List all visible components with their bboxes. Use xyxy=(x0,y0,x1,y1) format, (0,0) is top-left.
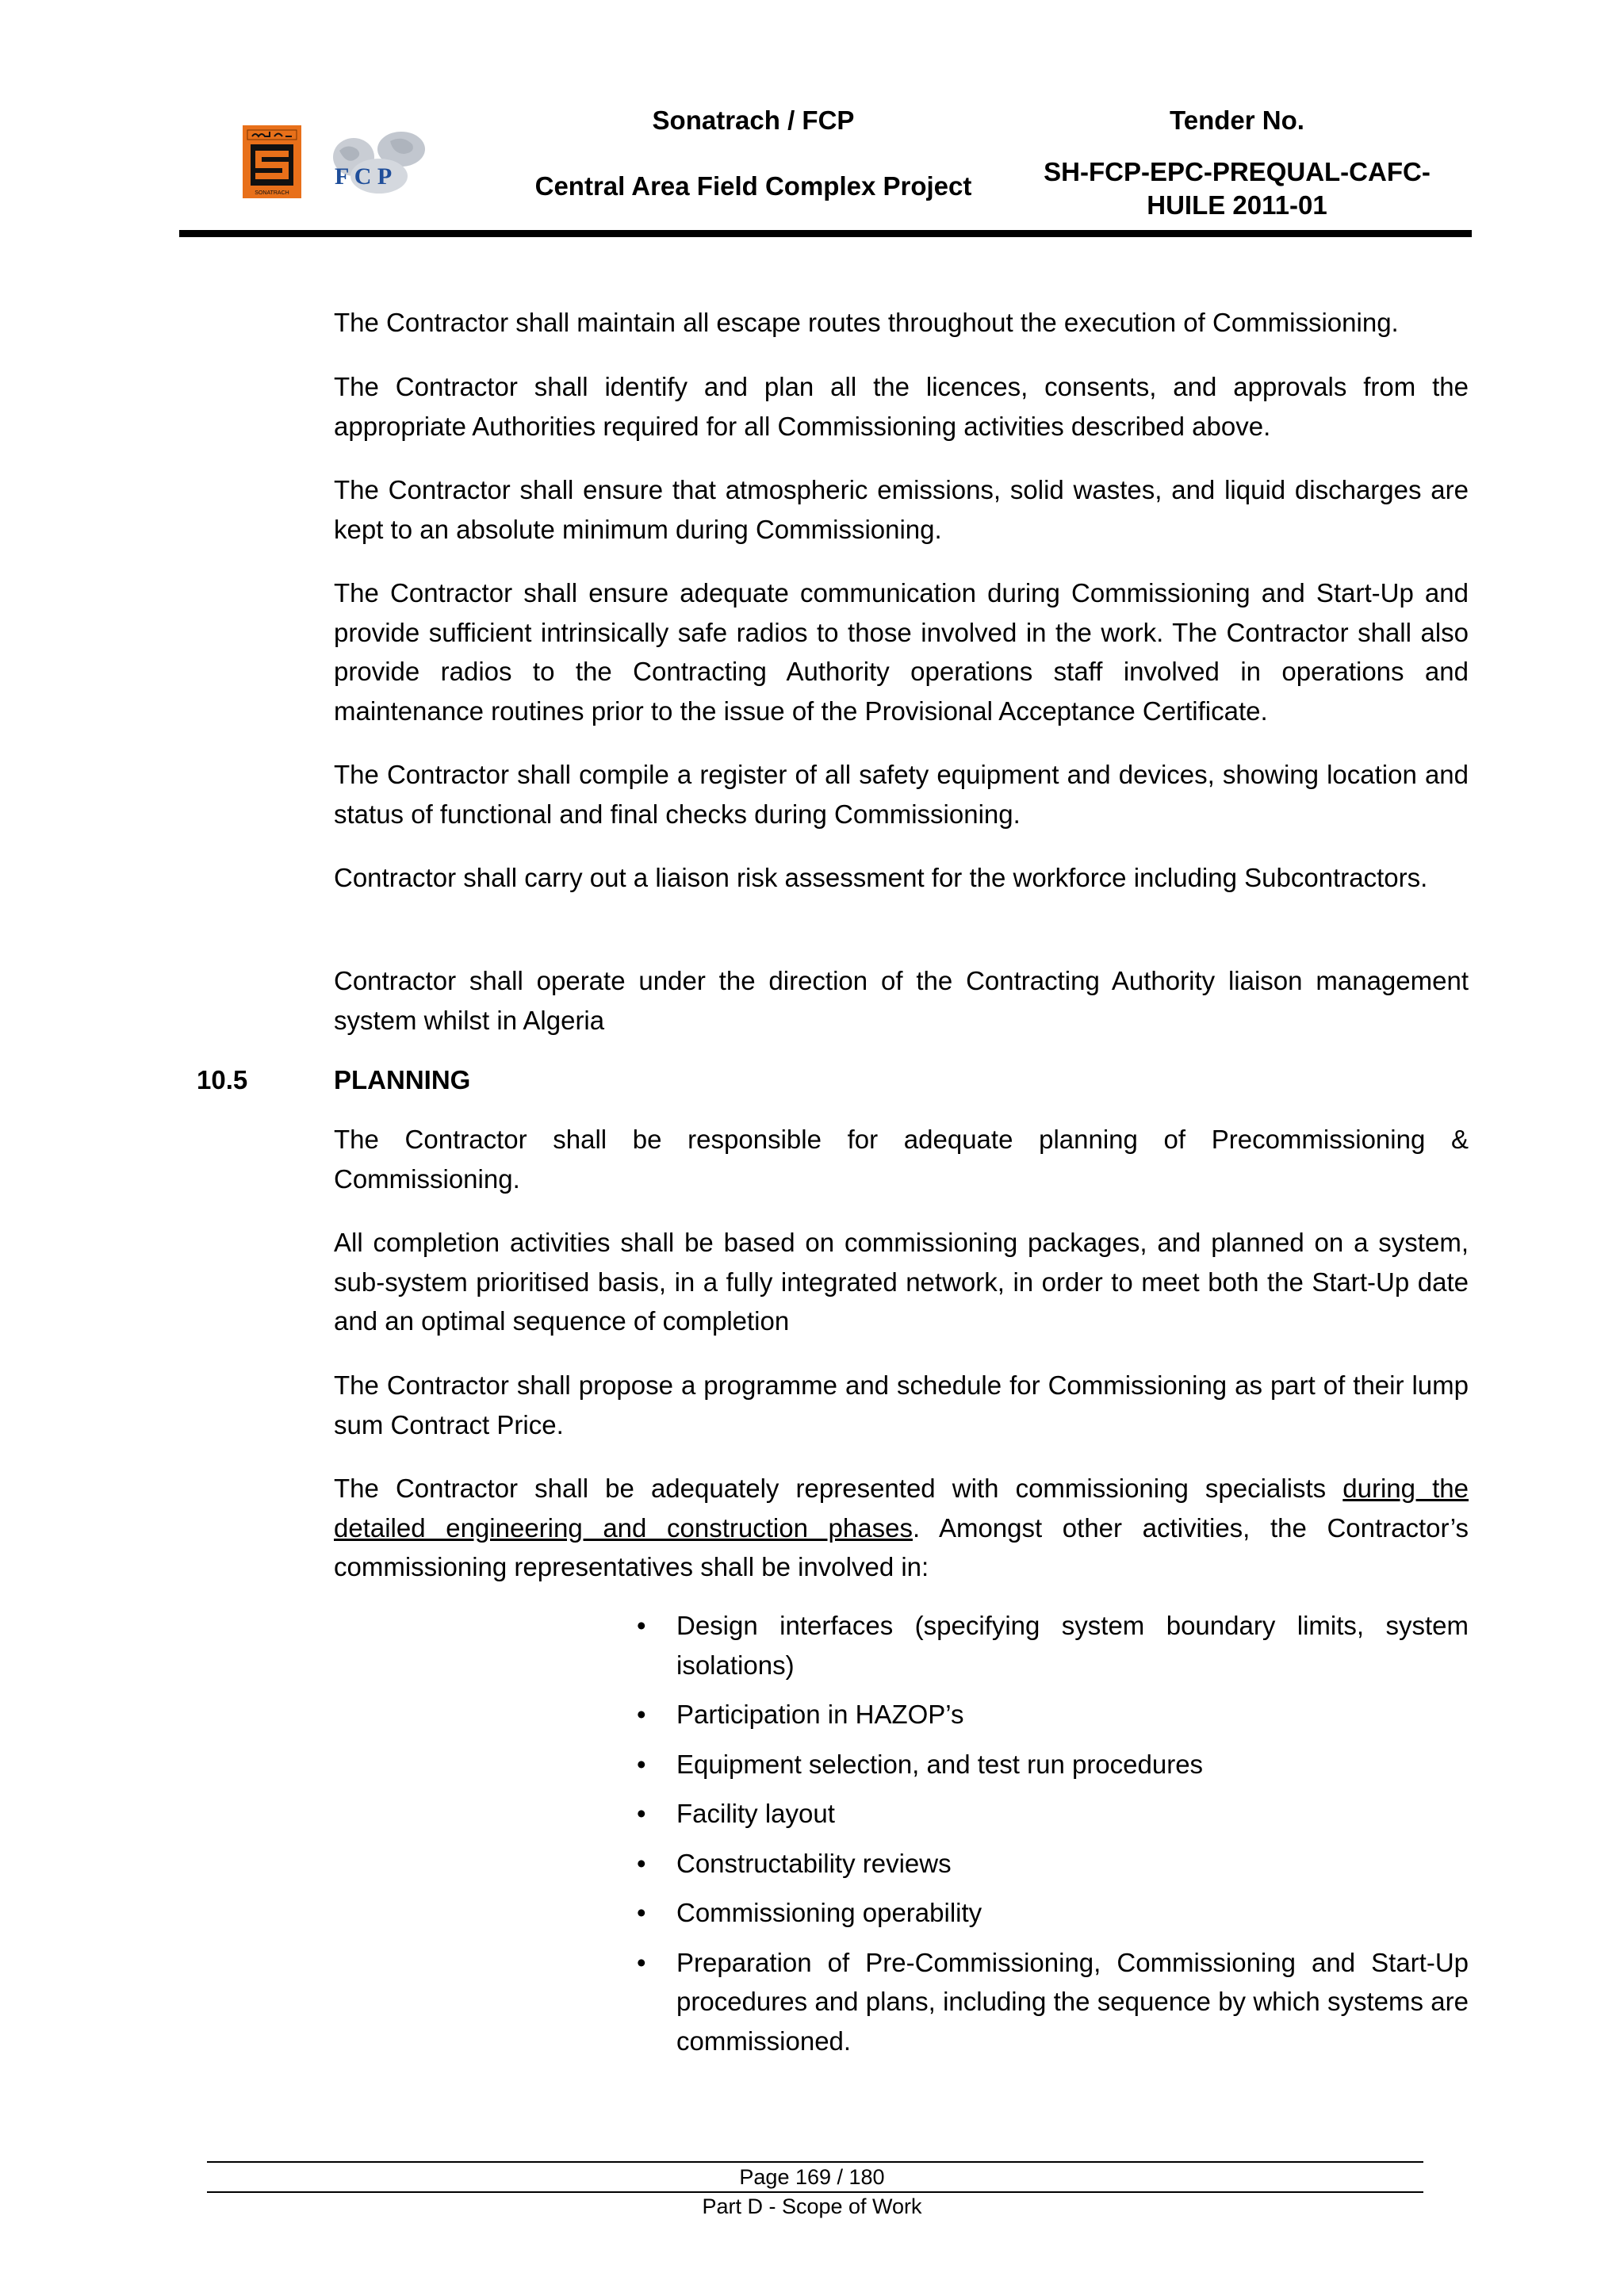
list-item xyxy=(637,1606,1469,1685)
bullet-icon: • xyxy=(637,1848,646,1878)
list-item-text: Commissioning operability xyxy=(676,1898,982,1927)
paragraph-emissions: The Contractor shall ensure that atmospheric emissions, solid wastes, and liquid discharges are kept to an absolute minimum during Commissioning. xyxy=(334,475,1469,544)
bullet-icon: • xyxy=(637,1700,646,1729)
header-rule xyxy=(179,230,1472,237)
sonatrach-logo xyxy=(243,125,301,198)
header-company: Sonatrach / FCP xyxy=(652,105,855,135)
list-item-text: Equipment selection, and test run procedures xyxy=(676,1749,1204,1779)
paragraph-representation xyxy=(334,1469,1469,1587)
paragraph-licences: The Contractor shall identify and plan all the licences, consents, and approvals from the appropriate Authorities required for all Commissioning activities described above. xyxy=(334,372,1469,441)
paragraph-programme-schedule: The Contractor shall propose a programme and schedule for Commissioning as part of their lump sum Contract Price. xyxy=(334,1370,1469,1439)
bullet-icon: • xyxy=(637,1898,646,1927)
bullet-icon: • xyxy=(637,1799,646,1828)
page-header xyxy=(0,0,1624,238)
section-title: PLANNING xyxy=(334,1065,471,1094)
sonatrach-logo-text: SONATRACH xyxy=(255,190,289,196)
document-part: Part D - Scope of Work xyxy=(702,2194,922,2218)
list-item-text: Participation in HAZOP’s xyxy=(676,1700,964,1729)
fcp-logo xyxy=(324,127,450,203)
paragraph-risk-assessment: Contractor shall carry out a liaison risk assessment for the workforce including Subcontractors. xyxy=(334,863,1428,892)
bullet-icon: • xyxy=(637,1749,646,1779)
representation-underlined-text: during the detailed engineering and construction phases xyxy=(334,1474,1469,1543)
list-item-text: Facility layout xyxy=(676,1799,835,1828)
fcp-logo-text: F C P xyxy=(335,163,393,190)
paragraph-communication: The Contractor shall ensure adequate communication during Commissioning and Start-Up and provide sufficient intrinsically safe radios to those involved in the work. The Contractor shall also provide radios to the Contracting Authority operations staff involved in operations and maintenance routines prior to the issue of the Provisional Acceptance Certificate. xyxy=(334,578,1469,726)
footer-rule-top xyxy=(207,2161,1423,2163)
header-project: Central Area Field Complex Project xyxy=(534,171,972,201)
paragraph-planning-responsibility: The Contractor shall be responsible for adequate planning of Precommissioning & Commissioning. xyxy=(334,1125,1469,1194)
representation-text-after: . Amongst other activities, the Contractor’s commissioning representatives shall be involved in: xyxy=(334,1512,1469,1581)
paragraph-liaison-management: Contractor shall operate under the direction of the Contracting Authority liaison management system whilst in Algeria xyxy=(334,966,1469,1035)
representation-text-before: The Contractor shall be adequately represented with commissioning specialists xyxy=(334,1474,1343,1503)
page-number: Page 169 / 180 xyxy=(739,2165,885,2189)
header-tender-number xyxy=(1015,155,1459,222)
paragraph-completion-activities: All completion activities shall be based on commissioning packages, and planned on a system, sub-system prioritised basis, in a fully integrated network, in order to meet both the Start-Up date and an optimal sequence of completion xyxy=(334,1228,1469,1336)
list-item xyxy=(637,1893,1469,1933)
involvement-bullet-list xyxy=(637,1606,1469,2071)
list-item xyxy=(637,1745,1469,1784)
list-item xyxy=(637,1695,1469,1734)
list-item-text: Constructability reviews xyxy=(676,1848,952,1878)
tender-number-line1: SH-FCP-EPC-PREQUAL-CAFC- xyxy=(1044,157,1431,186)
tender-number-line2: HUILE 2011-01 xyxy=(1147,190,1327,220)
paragraph-escape-routes: The Contractor shall maintain all escape routes throughout the execution of Commissioning. xyxy=(334,308,1399,337)
list-item xyxy=(637,1794,1469,1834)
list-item xyxy=(637,1844,1469,1884)
bullet-icon: • xyxy=(637,1947,646,1977)
list-item-text: Preparation of Pre-Commissioning, Commissioning and Start-Up procedures and plans, including the sequence by which systems are commissioned. xyxy=(676,1947,1469,2056)
header-tender-label: Tender No. xyxy=(1170,105,1304,135)
section-number: 10.5 xyxy=(197,1065,248,1094)
bullet-icon: • xyxy=(637,1611,646,1640)
list-item-text: Design interfaces (specifying system boundary limits, system isolations) xyxy=(676,1611,1469,1680)
footer-rule-bottom xyxy=(207,2191,1423,2193)
list-item xyxy=(637,1943,1469,2061)
paragraph-safety-register: The Contractor shall compile a register of all safety equipment and devices, showing location and status of functional and final checks during Commissioning. xyxy=(334,760,1469,829)
